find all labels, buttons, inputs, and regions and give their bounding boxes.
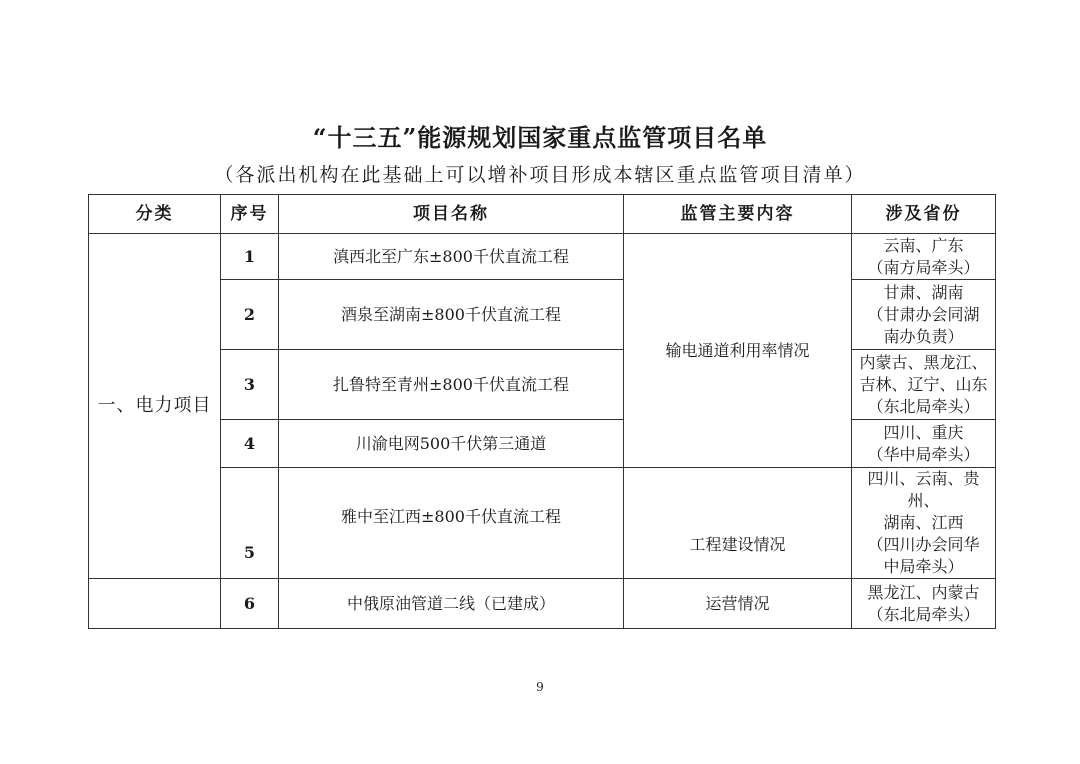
header-project-name: 项目名称 — [279, 195, 624, 234]
table-row — [89, 280, 996, 350]
header-number: 序号 — [221, 195, 279, 234]
table-row — [89, 350, 996, 420]
header-main-content: 监管主要内容 — [624, 195, 852, 234]
content-cell: 输电通道利用率情况 — [624, 234, 852, 468]
row-number: 1 — [221, 234, 279, 280]
row-number: 5 — [221, 468, 279, 579]
provinces-cell: 内蒙古、黑龙江、 吉林、辽宁、山东 （东北局牵头） — [852, 350, 996, 420]
provinces-cell: 黑龙江、内蒙古 （东北局牵头） — [852, 579, 996, 629]
category-cell-empty — [89, 579, 221, 629]
document-title: “十三五”能源规划国家重点监管项目名单 — [312, 123, 768, 152]
provinces-cell: 云南、广东 （南方局牵头） — [852, 234, 996, 280]
content-cell: 工程建设情况 — [624, 468, 852, 579]
table-row — [89, 420, 996, 468]
provinces-cell: 甘肃、湖南 （甘肃办会同湖 南办负责） — [852, 280, 996, 350]
page-number: 9 — [536, 680, 544, 694]
project-name: 中俄原油管道二线（已建成） — [279, 579, 624, 629]
table-row — [89, 234, 996, 280]
project-name: 雅中至江西±800千伏直流工程 — [279, 468, 624, 579]
category-cell: 一、电力项目 — [89, 234, 221, 579]
header-category: 分类 — [89, 195, 221, 234]
project-name: 酒泉至湖南±800千伏直流工程 — [279, 280, 624, 350]
header-provinces: 涉及省份 — [852, 195, 996, 234]
row-number: 2 — [221, 280, 279, 350]
project-name: 扎鲁特至青州±800千伏直流工程 — [279, 350, 624, 420]
content-cell: 运营情况 — [624, 579, 852, 629]
table-row — [89, 579, 996, 629]
row-number: 6 — [221, 579, 279, 629]
project-name: 滇西北至广东±800千伏直流工程 — [279, 234, 624, 280]
table-header-row — [89, 195, 996, 234]
provinces-cell: 四川、云南、贵州、 湖南、江西 （四川办会同华 中局牵头） — [852, 468, 996, 579]
row-number: 3 — [221, 350, 279, 420]
table-row — [89, 468, 996, 579]
document-subtitle: （各派出机构在此基础上可以增补项目形成本辖区重点监管项目清单） — [214, 164, 866, 186]
project-table — [88, 194, 996, 629]
provinces-cell: 四川、重庆 （华中局牵头） — [852, 420, 996, 468]
project-name: 川渝电网500千伏第三通道 — [279, 420, 624, 468]
row-number: 4 — [221, 420, 279, 468]
